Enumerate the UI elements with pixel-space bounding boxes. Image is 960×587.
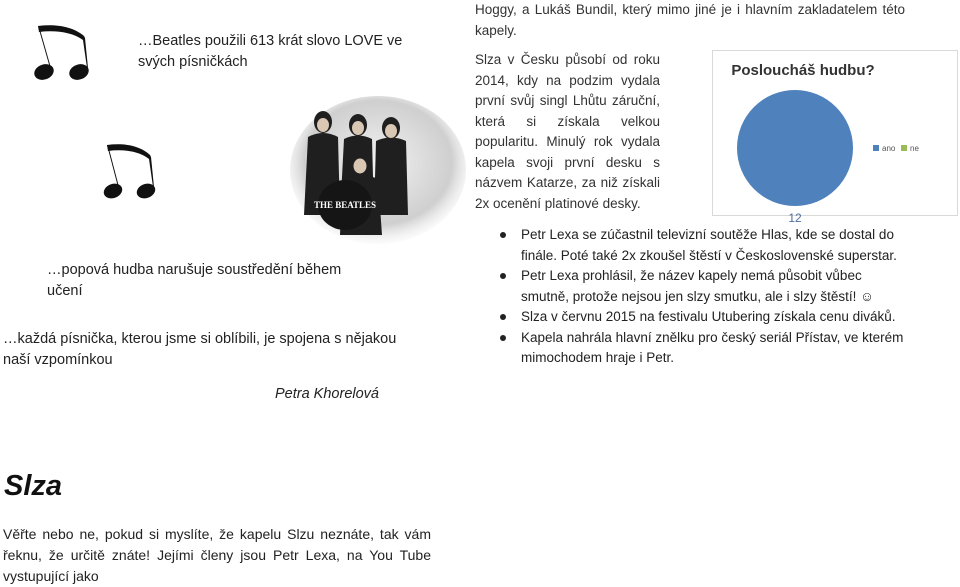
fact-list — [497, 225, 907, 369]
pie-slices — [737, 90, 853, 206]
pie-slice-ano — [737, 90, 853, 206]
legend-label-ne: ne — [910, 144, 919, 153]
pie-data-label: 12 — [788, 211, 802, 225]
pie-labels — [788, 211, 802, 225]
legend-label-ano: ano — [882, 144, 896, 153]
popular-music-fact: …popová hudba narušuje soustředění během učení — [47, 262, 342, 299]
legend-swatch-ano — [873, 145, 879, 151]
author-name: Petra Khorelová — [275, 386, 379, 402]
drum-logo-text: THE BEATLES — [313, 200, 377, 210]
list-item: Petr Lexa se zúčastnil televizní soutěže Hlas, kde se dostal do finále. Poté také 2x zkoušel štěstí v Československé superstar. — [497, 225, 907, 266]
chart-title: Posloucháš hudbu? — [731, 62, 875, 79]
section-intro: Věřte nebo ne, pokud si myslíte, že kapelu Slzu neznáte, tak vám řeknu, že určitě znáte! Jejími členy jsou Petr Lexa, na You Tube vystupující jako — [3, 526, 431, 584]
music-note-icon — [100, 140, 160, 204]
beatles-fact-text: …Beatles použili 613 krát slovo LOVE ve svých písničkách — [138, 33, 403, 70]
list-item: Petr Lexa prohlásil, že název kapely nemá působit vůbec smutně, protože nejsou jen slzy smutku, ale i slzy štěstí! ☺ — [497, 266, 907, 307]
list-item: Slza v červnu 2015 na festivalu Utubering získala cenu diváků. — [497, 307, 907, 328]
beatles-fact — [95, 31, 435, 73]
memory-fact: …každá písnička, kterou jsme si oblíbili, je spojena s nějakou naší vzpomínkou — [3, 331, 397, 368]
music-note-icon — [30, 20, 95, 85]
slza-history: Slza v Česku působí od roku 2014, kdy na podzim vydala první svůj singl Lhůtu záruční, která si získala velkou popularitu. Minulý rok vydala kapela svoji první desku s názvem Katarze, za niž získali 2x ocenění platinové desky. — [475, 52, 660, 211]
list-item: Kapela nahrála hlavní znělku pro český seriál Přístav, ve kterém mimochodem hraje i Petr. — [497, 328, 907, 369]
section-heading: Slza — [4, 470, 63, 502]
chart-legend — [873, 144, 919, 153]
pie-chart — [712, 50, 958, 225]
legend-swatch-ne — [901, 145, 907, 151]
beatles-photo — [290, 95, 465, 245]
members-continued: Hoggy, a Lukáš Bundil, který mimo jiné je i hlavním zakladatelem této kapely. — [475, 2, 905, 38]
pie-chart-svg — [713, 51, 959, 225]
